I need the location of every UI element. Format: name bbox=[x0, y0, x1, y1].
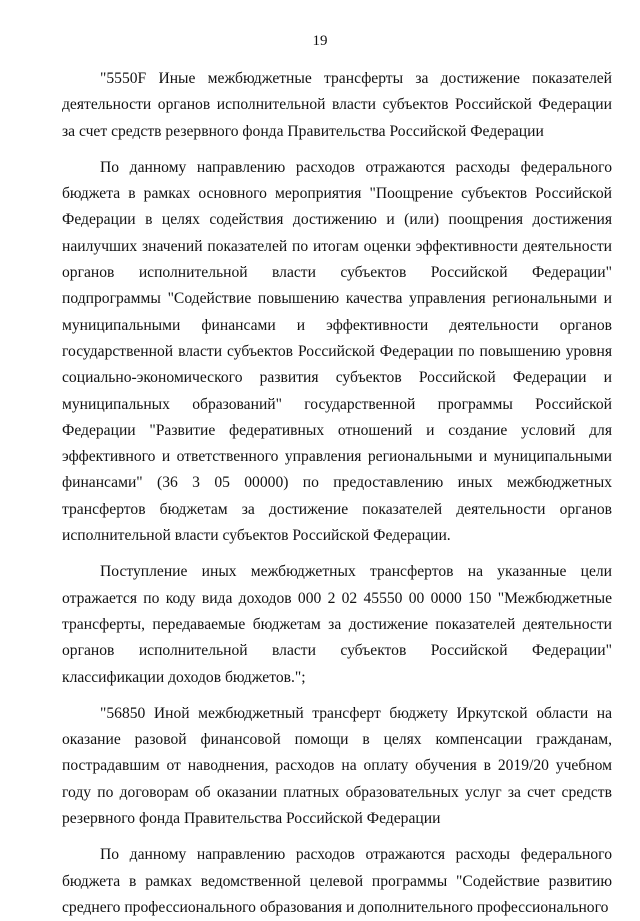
document-body bbox=[62, 66, 612, 921]
page-number: 19 bbox=[312, 33, 328, 49]
paragraph-56850-heading: "56850 Иной межбюджетный трансферт бюджету Иркутской области на оказание разовой финансовой помощи в целях компенсации гражданам, пострадавшим от наводнения, расходов на оплату обучения в 2019/20 учебном году по договорам об оказании платных образовательных услуг за счет средств резервного фонда Правительства Российской Федерации bbox=[62, 704, 612, 828]
paragraph-5550f-revenue-code: Поступление иных межбюджетных трансфертов на указанные цели отражается по коду вида доходов 000 2 02 45550 00 0000 150 "Межбюджетные трансферты, передаваемые бюджетам за достижение показателей деятельности органов исполнительной власти субъектов Российской Федерации" классификации доходов бюджетов."; bbox=[62, 563, 612, 686]
paragraph-5550f-description: По данному направлению расходов отражаются расходы федерального бюджета в рамках основного мероприятия "Поощрение субъектов Российской Федерации в целях содействия достижению и (или) поощрения достижения наилучших значений показателей по итогам оценки эффективности деятельности органов исполнительной власти субъектов Российской Федерации" подпрограммы "Содействие повышению качества управления региональными и муниципальными финансами и эффективности деятельности органов государственной власти субъектов Российской Федерации по повышению уровня социально-экономического развития субъектов Российской Федерации и муниципальных образований" государственной программы Российской Федерации "Развитие федеративных отношений и создание условий для эффективного и ответственного управления региональными и муниципальными финансами" (36 3 05 00000) по предоставлению иных межбюджетных трансфертов бюджетам за достижение показателей деятельности органов исполнительной власти субъектов Российской Федерации. bbox=[62, 158, 612, 545]
paragraph-5550f-heading: "5550F Иные межбюджетные трансферты за достижение показателей деятельности органов исполнительной власти субъектов Российской Федерации за счет средств резервного фонда Правительства Российской Федерации bbox=[62, 70, 612, 140]
paragraph-56850-description: По данному направлению расходов отражаются расходы федерального бюджета в рамках ведомственной целевой программы "Содействие развитию среднего профессионального образования и дополнительного профессионального bbox=[62, 846, 612, 916]
